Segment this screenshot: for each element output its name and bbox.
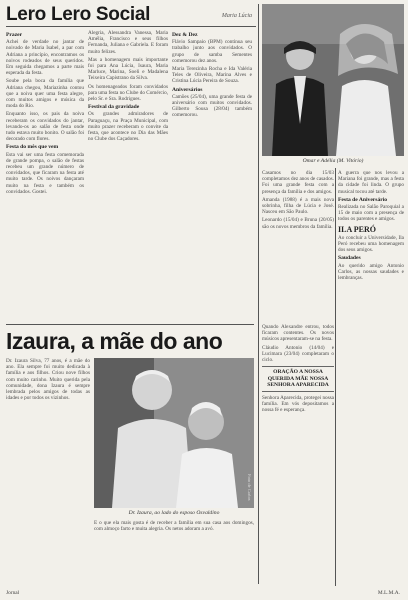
mother-photo-image [94,358,254,508]
column-1-paragraph: Enquanto isso, os pais da noiva receberam os convidados do jantar, levando-os ao salão de festa onde tudo estava muito bonito. O salão foi decorado com flores. [6,111,84,143]
column-4-paragraph: Casamos no dia 15/03 completamos dez anos de casados. Foi uma grande festa com a presença da família e dos amigos. [262,170,334,195]
column-5-paragraph: Ao querido amigo Antonio Carlos, as nossas saudades e lembranças. [338,262,404,282]
column-1-paragraph: Esta vai ser uma festa comemorada de grande pompa, o salão de festas recebeu um grande número de convidados, que ficaram na festa até muito tarde. Os noivos dançaram muito na festa e também os convidados. Gostei. [6,151,84,195]
column-4-paragraph: Leonardo (15/04) e Bruna (20/05) são os novos membros da família. [262,217,334,230]
column-5-paragraph: Realizada no Salão Paroquial a 15 de maio com a presença de todos os parentes e amigos. [338,204,404,223]
column-5-subhead: Saudades [338,255,361,262]
column-5-paragraph: A guerra que nos levou a Mariana foi grande, mas a festa da cidade foi linda. O grupo musical tocou até tarde. [338,170,404,195]
footer-left: Jornal [6,590,20,596]
column-4 [262,170,334,320]
byline: Maria Lúcia [221,13,252,19]
couple-photo-image [262,4,404,156]
prayer-box [262,366,334,392]
story-column-1 [6,358,90,586]
column-1-head: Prazer [6,32,23,38]
couple-photo [262,4,404,156]
column-2-paragraph: Os homenageados foram convidados para uma festa no Clube do Comércio, pelo Sr. e Sra. Rodrigues. [88,83,168,103]
story-paragraph: E o que ela mais gosta é de receber a família em sua casa aos domingos, com almoço farto e muita alegria. Os netos adoram a avó. [94,520,254,533]
headline-rule [6,324,254,325]
column-2-paragraph: Alegria, Alessandra Vanessa, Maria Amélia, Francisco e seus filhos Fernanda, Juliana e Gabriela. E foram muito felizes. [88,30,168,55]
column-2-subhead: Festival da gravidade [88,104,140,111]
column-2-paragraph: Os grandes admiradores de Paraguaçu, na Praça Municipal, com muito prazer receberam o convite da festa, que acontece no Dia das Mães no Clube dos Caçadores. [88,111,168,143]
column-6-paragraph: Cláudio Antonio (14/04) e Lucimara (23/04) completaram o ciclo. [262,344,334,364]
column-5 [338,170,404,588]
column-6 [262,324,334,586]
column-1-paragraph: Soube pela boca da família que Adriana chegou, Mariazinha contou que a noiva quer uma festa alegre, com muitos amigos e música da moda do Rio. [6,78,84,110]
column-1-subhead: Festa do mês que vem [6,144,59,151]
column-3-paragraph: Maria Terezinha Rocha e Ida Valéria Teles de Oliveira, Marina Alves e Cristina Lúcia Pereira de Souza. [172,66,252,85]
column-1 [6,30,84,320]
couple-photo-caption: Omar e Adélia (M. Vitório) [302,158,364,164]
column-divider [335,168,336,586]
page-marker: M.L.M.A. [377,590,400,596]
photo-credit: Foto de Carlos [247,473,252,500]
masthead [6,4,256,27]
column-4-paragraph: Amanda (1988) é a mais nova sobrinha, filha de Lúcia e José. Nasceu em São Paulo. [262,196,334,216]
mother-photo-caption: Dr. Izaura, ao lado do esposo Osvaldino [128,510,220,516]
column-6-paragraph: Senhora Aparecida, protegei nossa família. Em vós depositamos a nossa fé e esperança. [262,395,334,414]
story-paragraph: Dr. Izaura Silva, 77 anos, é a mãe do ano. Ela sempre foi muito dedicada à família e aos filhos. Criou nove filhos com muito carinho. Muito querida pela comunidade, dona Izaura é sempre lembrada pelos amigos de todas as idades e por todos os vizinhos. [6,358,90,402]
column-3 [172,30,252,320]
column-1-paragraph: Achei de verdade no jantar de noivado de Maria Isabel, a par com Adriana a princípio, encontramos os noivos rodeados de seus queridos. Em seguida chegamos a parte mais esperada da festa. [6,39,84,77]
column-3-head: Dez & Dez [172,32,198,38]
mother-photo [94,358,254,508]
column-5-paragraph: Ao concluir a Universidade, Ila Peró recebeu uma homenagem dos seus amigos. [338,234,404,254]
ila-pero-heading: ILA PERÓ [338,224,377,234]
main-headline: Izaura, a mãe do ano [6,328,223,354]
section-title: Lero Lero Social [6,4,151,25]
story-column-2 [94,520,254,586]
column-3-subhead: Aniversários [172,86,203,93]
column-6-paragraph: Quando Alexandre entrou, todos ficaram contentes. Os novos músicos apresentaram-se na festa. [262,324,334,343]
column-divider [258,4,259,584]
column-3-paragraph: Flávio Sampaio (BPM) continua seu trabalho junto aos convidados. O grupo de samba Sementes comemorou dez anos. [172,39,252,64]
column-3-paragraph: Camões (25/04), uma grande festa de aniversário com muitos convidados. Gilberto Sousa (28/04) também comemorou. [172,93,252,119]
prayer-box-heading: ORAÇÃO A NOSSA QUERIDA MÃE NOSSA SENHORA APARECIDA [267,369,329,389]
column-2-paragraph: Mas a homenagem mais importante foi para Ana Lúcia, Isaura, Maria Marluce, Marina, Soeli e Madalena Teixeira Capistrano da Silva. [88,56,168,82]
column-2 [88,30,168,320]
column-5-subhead: Festa de Aniversário [338,196,388,203]
